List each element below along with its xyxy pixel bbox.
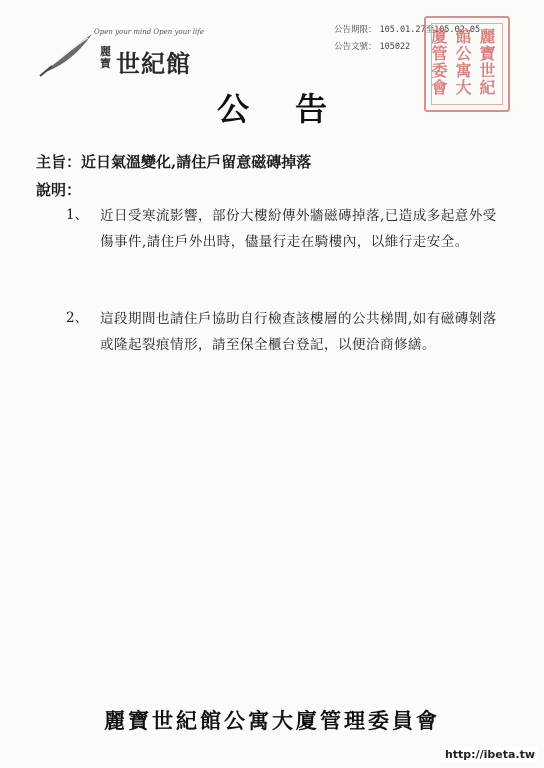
seal-column: 麗寶世紀	[477, 28, 496, 96]
quill-icon	[38, 32, 96, 78]
item-number: 1、	[66, 207, 89, 223]
notice-subject: 主旨：近日氣溫變化,請住戶留意磁磚掉落	[36, 153, 312, 171]
logo-vertical-text: 麗寶	[100, 45, 111, 70]
explanation-label: 說明：	[36, 181, 82, 199]
issuer-signature: 麗寶世紀館公寓大廈管理委員會	[104, 708, 440, 733]
watermark: http://ibeta.tw	[442, 747, 538, 762]
notice-title: 公告	[216, 90, 373, 128]
notice-period-value: 105.01.27至105.02.05	[379, 25, 481, 35]
notice-period-label: 公告期限：	[334, 25, 377, 35]
notice-doc-label: 公告文號：	[334, 42, 377, 52]
logo-main-text: 世紀館	[116, 49, 191, 78]
item-number: 2、	[66, 310, 89, 326]
logo-slogan: Open your mind Open your life	[94, 28, 204, 36]
item-text: 這段期間也請住戶協助自行檢查該樓層的公共梯間,如有磁磚剝落或隆起裂痕情形，請至保全櫃台登記，以便洽商修繕。	[100, 311, 497, 353]
notice-doc-value: 105022	[379, 42, 411, 52]
seal-column: 廈管委會	[429, 28, 448, 96]
item-text: 近日受寒流影響，部份大樓紛傳外牆磁磚掉落,已造成多起意外受傷事件,請住戶外出時，儘量行走在騎樓內，以維行走安全。	[100, 208, 497, 250]
seal-column: 館公寓大	[453, 28, 472, 96]
logo	[38, 18, 204, 88]
